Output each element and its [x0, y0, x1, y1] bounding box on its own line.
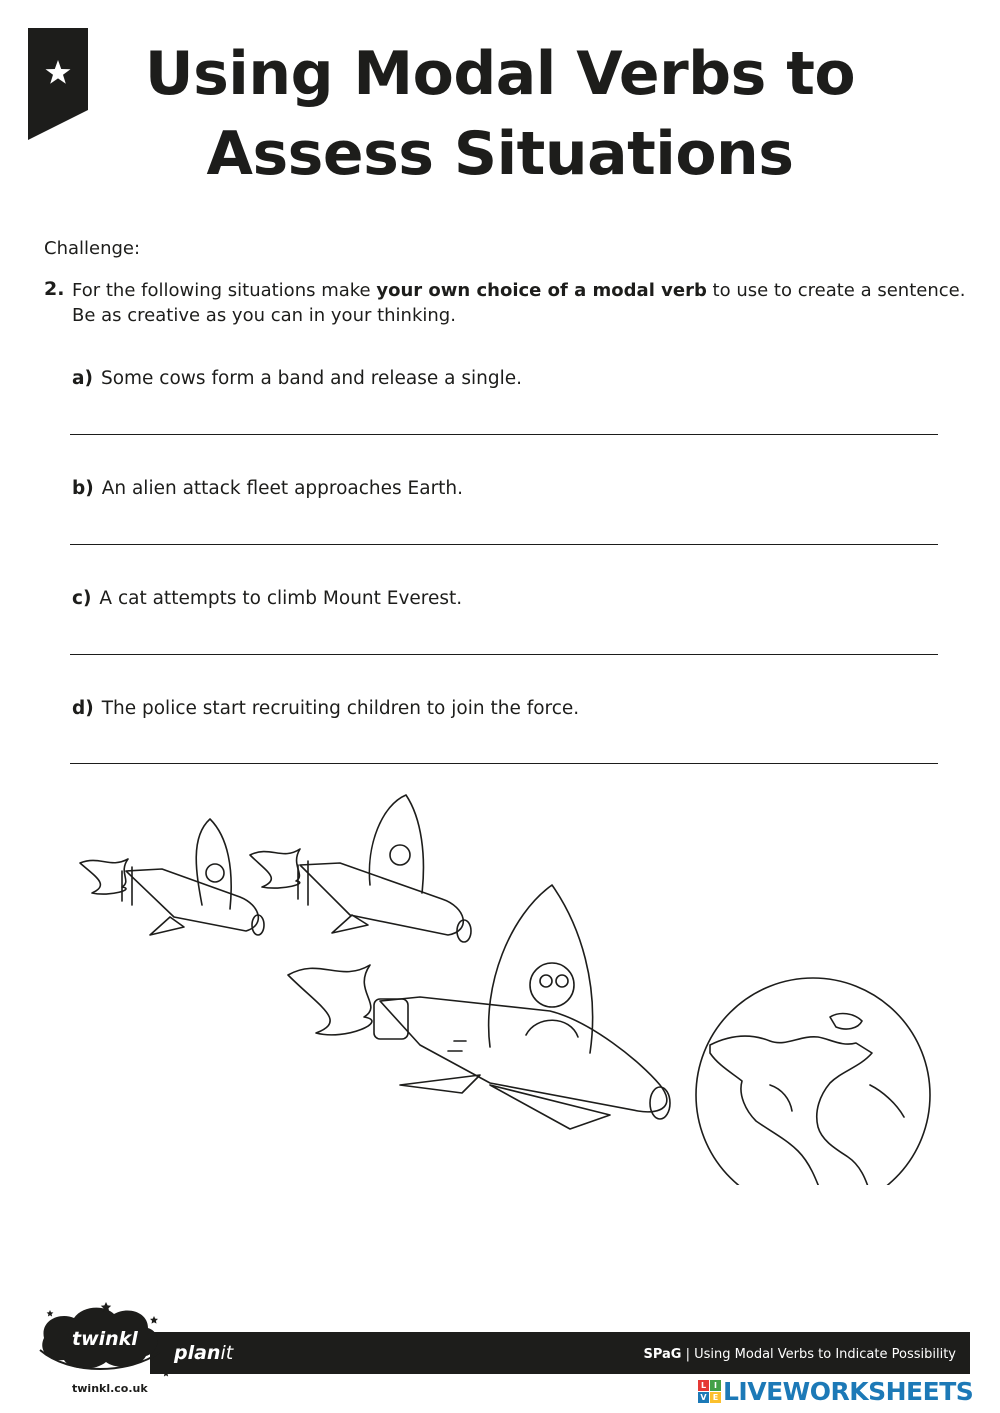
page-title-line2: Assess Situations [206, 119, 794, 189]
small-rocket-1 [80, 819, 264, 935]
page-title-line1: Using Modal Verbs to [144, 39, 856, 109]
answer-line-c[interactable] [70, 654, 938, 655]
prompt-a: a) Some cows form a band and release a single. [72, 368, 522, 389]
instruction-emphasis: your own choice of a modal verb [376, 280, 707, 301]
liveworksheets-text: LIVEWORKSHEETS [723, 1377, 974, 1406]
star-icon [150, 1316, 158, 1324]
earth-globe [696, 978, 930, 1185]
page-footer [0, 1290, 1000, 1413]
planit-brand: planit [174, 1342, 234, 1364]
footer-topic: SPaG | Using Modal Verbs to Indicate Possibility [643, 1347, 956, 1362]
small-rocket-2 [250, 795, 471, 942]
question-number: 2. [44, 278, 65, 300]
answer-line-d[interactable] [70, 763, 938, 764]
ribbon-bookmark [28, 28, 88, 140]
star-icon [163, 1370, 170, 1377]
liveworksheets-watermark [698, 1377, 973, 1406]
prompt-b: b) An alien attack fleet approaches Earth. [72, 478, 464, 499]
prompt-d: d) The police start recruiting children to join the force. [72, 698, 580, 719]
liveworksheets-badge: L I V E [698, 1380, 721, 1403]
star-icon [47, 1310, 54, 1317]
prompt-c: c) A cat attempts to climb Mount Everest. [72, 588, 463, 609]
twinkl-brand: twinkl [72, 1328, 138, 1350]
challenge-label: Challenge: [44, 238, 141, 259]
answer-line-a[interactable] [70, 434, 938, 435]
answer-line-b[interactable] [70, 544, 938, 545]
twinkl-site: twinkl.co.uk [72, 1382, 148, 1395]
alien-fleet-illustration [70, 785, 940, 1185]
question-instruction: For the following situations make your own choice of a modal verb to use to create a sentence. Be as creative as you can in your thinking. [72, 280, 966, 326]
